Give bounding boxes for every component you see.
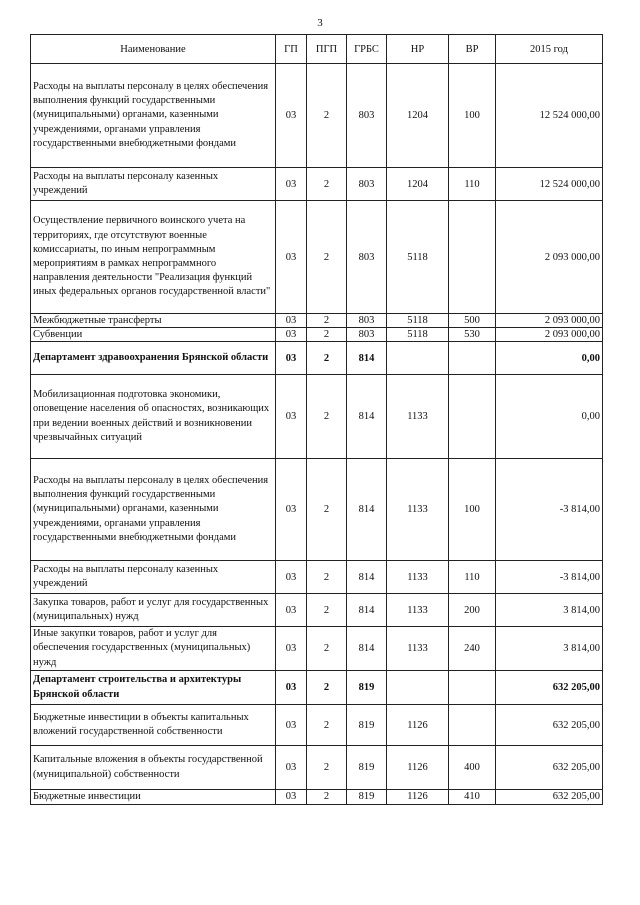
- table-row: [31, 328, 603, 342]
- cell-amount: 0,00: [496, 375, 603, 459]
- cell-grbs: 819: [347, 746, 387, 790]
- cell-pgp: 2: [307, 459, 347, 561]
- table-row: [31, 790, 603, 805]
- column-header-vr: ВР: [449, 35, 496, 64]
- cell-nr: 5118: [387, 314, 449, 328]
- cell-gp: 03: [276, 561, 307, 594]
- cell-vr: [449, 375, 496, 459]
- cell-gp: 03: [276, 790, 307, 805]
- cell-pgp: 2: [307, 375, 347, 459]
- column-header-year: 2015 год: [496, 35, 603, 64]
- cell-pgp: 2: [307, 561, 347, 594]
- cell-gp: 03: [276, 328, 307, 342]
- table-row: [31, 594, 603, 627]
- cell-amount: 0,00: [496, 342, 603, 375]
- cell-grbs: 814: [347, 627, 387, 671]
- table-row: [31, 459, 603, 561]
- cell-gp: 03: [276, 746, 307, 790]
- cell-vr: [449, 671, 496, 705]
- cell-grbs: 814: [347, 561, 387, 594]
- cell-name: Закупка товаров, работ и услуг для государственных (муниципальных) нужд: [31, 594, 276, 627]
- cell-name: Бюджетные инвестиции в объекты капитальных вложений государственной собственности: [31, 705, 276, 746]
- column-header-pgp: ПГП: [307, 35, 347, 64]
- cell-grbs: 803: [347, 64, 387, 168]
- cell-name: Субвенции: [31, 328, 276, 342]
- cell-pgp: 2: [307, 746, 347, 790]
- cell-vr: 410: [449, 790, 496, 805]
- cell-pgp: 2: [307, 314, 347, 328]
- table-row: [31, 168, 603, 201]
- cell-nr: [387, 342, 449, 375]
- cell-grbs: 803: [347, 314, 387, 328]
- cell-pgp: 2: [307, 671, 347, 705]
- cell-vr: 400: [449, 746, 496, 790]
- cell-vr: 530: [449, 328, 496, 342]
- cell-nr: 1133: [387, 627, 449, 671]
- cell-name: Расходы на выплаты персоналу в целях обеспечения выполнения функций государственными (муниципальными) органами, казенными учреждениями, органами управления государственными внебюджетными фондами: [31, 459, 276, 561]
- cell-gp: 03: [276, 375, 307, 459]
- cell-pgp: 2: [307, 328, 347, 342]
- cell-amount: 12 524 000,00: [496, 168, 603, 201]
- table-row: [31, 627, 603, 671]
- cell-gp: 03: [276, 671, 307, 705]
- cell-pgp: 2: [307, 201, 347, 314]
- cell-vr: [449, 201, 496, 314]
- cell-vr: [449, 705, 496, 746]
- cell-pgp: 2: [307, 594, 347, 627]
- table-row: [31, 375, 603, 459]
- cell-nr: 1204: [387, 64, 449, 168]
- cell-name: Департамент здравоохранения Брянской области: [31, 342, 276, 375]
- table-row: [31, 746, 603, 790]
- cell-grbs: 814: [347, 375, 387, 459]
- cell-grbs: 814: [347, 342, 387, 375]
- cell-pgp: 2: [307, 790, 347, 805]
- cell-pgp: 2: [307, 64, 347, 168]
- cell-gp: 03: [276, 168, 307, 201]
- cell-gp: 03: [276, 594, 307, 627]
- table-row: [31, 671, 603, 705]
- table-row: [31, 561, 603, 594]
- cell-amount: 2 093 000,00: [496, 201, 603, 314]
- cell-amount: 2 093 000,00: [496, 328, 603, 342]
- cell-gp: 03: [276, 705, 307, 746]
- cell-name: Иные закупки товаров, работ и услуг для обеспечения государственных (муниципальных) нужд: [31, 627, 276, 671]
- cell-name: Осуществление первичного воинского учета на территориях, где отсутствуют военные комиссариаты, по иным непрограммным мероприятиям в рамках непрограммного направления деятельности "Реализация функций иных федеральных органов государственной власти": [31, 201, 276, 314]
- cell-nr: 5118: [387, 328, 449, 342]
- cell-nr: [387, 671, 449, 705]
- cell-nr: 5118: [387, 201, 449, 314]
- cell-grbs: 803: [347, 201, 387, 314]
- cell-grbs: 819: [347, 705, 387, 746]
- cell-nr: 1126: [387, 705, 449, 746]
- cell-vr: 240: [449, 627, 496, 671]
- cell-gp: 03: [276, 627, 307, 671]
- cell-amount: 12 524 000,00: [496, 64, 603, 168]
- budget-table: [30, 34, 603, 805]
- cell-name: Расходы на выплаты персоналу в целях обеспечения выполнения функций государственными (муниципальными) органами, казенными учреждениями, органами управления государственными внебюджетными фондами: [31, 64, 276, 168]
- cell-gp: 03: [276, 459, 307, 561]
- cell-nr: 1126: [387, 746, 449, 790]
- cell-gp: 03: [276, 342, 307, 375]
- cell-vr: 110: [449, 561, 496, 594]
- cell-nr: 1133: [387, 561, 449, 594]
- column-header-nr: НР: [387, 35, 449, 64]
- cell-grbs: 803: [347, 168, 387, 201]
- table-row: [31, 342, 603, 375]
- cell-amount: 632 205,00: [496, 790, 603, 805]
- cell-grbs: 819: [347, 671, 387, 705]
- column-header-gp: ГП: [276, 35, 307, 64]
- cell-amount: 632 205,00: [496, 746, 603, 790]
- cell-nr: 1126: [387, 790, 449, 805]
- cell-name: Департамент строительства и архитектуры Брянской области: [31, 671, 276, 705]
- cell-nr: 1133: [387, 459, 449, 561]
- cell-name: Расходы на выплаты персоналу казенных учреждений: [31, 168, 276, 201]
- cell-amount: -3 814,00: [496, 459, 603, 561]
- cell-grbs: 814: [347, 459, 387, 561]
- cell-name: Межбюджетные трансферты: [31, 314, 276, 328]
- column-header-name: Наименование: [31, 35, 276, 64]
- cell-grbs: 819: [347, 790, 387, 805]
- cell-amount: -3 814,00: [496, 561, 603, 594]
- cell-gp: 03: [276, 64, 307, 168]
- page-number: 3: [317, 17, 323, 29]
- cell-vr: 200: [449, 594, 496, 627]
- cell-pgp: 2: [307, 168, 347, 201]
- table-row: [31, 314, 603, 328]
- cell-amount: 2 093 000,00: [496, 314, 603, 328]
- cell-vr: 100: [449, 459, 496, 561]
- table-body: [31, 64, 603, 805]
- cell-gp: 03: [276, 201, 307, 314]
- cell-name: Мобилизационная подготовка экономики, оповещение населения об опасностях, возникающих при ведении военных действий и возникновении чрезвычайных ситуаций: [31, 375, 276, 459]
- cell-amount: 3 814,00: [496, 627, 603, 671]
- cell-vr: 110: [449, 168, 496, 201]
- cell-name: Расходы на выплаты персоналу казенных учреждений: [31, 561, 276, 594]
- cell-amount: 632 205,00: [496, 705, 603, 746]
- cell-name: Бюджетные инвестиции: [31, 790, 276, 805]
- cell-amount: 3 814,00: [496, 594, 603, 627]
- column-header-grbs: ГРБС: [347, 35, 387, 64]
- header-row: [31, 35, 603, 64]
- cell-nr: 1133: [387, 375, 449, 459]
- cell-pgp: 2: [307, 705, 347, 746]
- cell-nr: 1204: [387, 168, 449, 201]
- table-row: [31, 64, 603, 168]
- cell-vr: [449, 342, 496, 375]
- table-row: [31, 705, 603, 746]
- cell-pgp: 2: [307, 627, 347, 671]
- cell-vr: 100: [449, 64, 496, 168]
- cell-vr: 500: [449, 314, 496, 328]
- cell-gp: 03: [276, 314, 307, 328]
- cell-name: Капитальные вложения в объекты государственной (муниципальной) собственности: [31, 746, 276, 790]
- cell-pgp: 2: [307, 342, 347, 375]
- cell-grbs: 814: [347, 594, 387, 627]
- table-row: [31, 201, 603, 314]
- cell-grbs: 803: [347, 328, 387, 342]
- cell-amount: 632 205,00: [496, 671, 603, 705]
- cell-nr: 1133: [387, 594, 449, 627]
